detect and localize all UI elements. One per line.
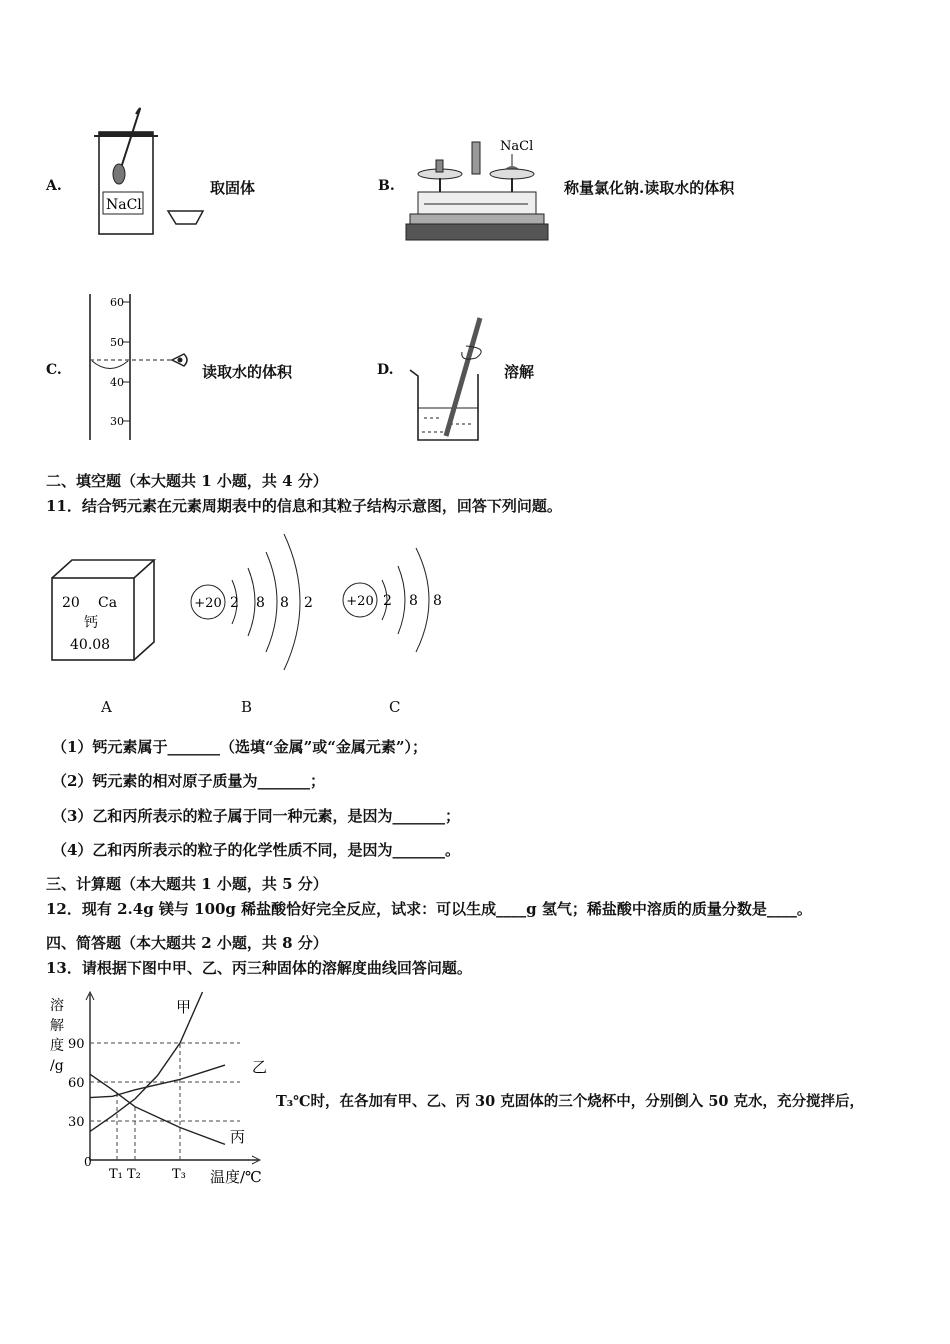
atom-b-shell-1: 2 bbox=[230, 595, 239, 611]
element-symbol: Ca bbox=[98, 595, 118, 611]
question-12: 12．现有 2.4g 镁与 100g 稀盐酸恰好完全反应，试求：可以生成____g 氢气；稀盐酸中溶质的质量分数是____。 bbox=[46, 900, 812, 918]
figure-label-c: C bbox=[389, 698, 401, 716]
ion-structure-c bbox=[340, 530, 450, 670]
tick-50: 50 bbox=[110, 336, 124, 349]
series-label-1: 甲 bbox=[176, 998, 192, 1016]
x-tick-label: T₃ bbox=[172, 1167, 186, 1182]
atom-b-shell-2: 8 bbox=[256, 595, 265, 611]
sub-question-4: （4）乙和丙所表示的粒子的化学性质不同，是因为_______。 bbox=[52, 841, 460, 859]
tick-40: 40 bbox=[110, 376, 124, 389]
atom-b-nucleus: +20 bbox=[194, 596, 222, 611]
y-tick-label: 60 bbox=[68, 1076, 85, 1091]
question-11: 11．结合钙元素在元素周期表中的信息和其粒子结构示意图，回答下列问题。 bbox=[46, 497, 562, 515]
series-line-2 bbox=[90, 1065, 225, 1098]
option-a-letter: A. bbox=[46, 178, 62, 194]
solubility-chart bbox=[44, 988, 274, 1188]
y-tick-label: 90 bbox=[68, 1037, 85, 1052]
figure-label-b: B bbox=[241, 698, 253, 716]
ion-c-shell-2: 8 bbox=[409, 593, 418, 609]
sub-question-1: （1）钙元素属于_______（选填“金属”或“金属元素”）； bbox=[52, 738, 427, 756]
option-c-letter: C. bbox=[46, 362, 62, 378]
tick-30: 30 bbox=[110, 415, 124, 428]
option-b-caption: 称量氯化钠.读取水的体积 bbox=[564, 179, 735, 197]
section3-heading: 三、计算题（本大题共 1 小题，共 5 分） bbox=[46, 875, 328, 893]
x-axis-label: 温度/℃ bbox=[210, 1168, 262, 1186]
section4-heading: 四、简答题（本大题共 2 小题，共 8 分） bbox=[46, 934, 328, 952]
sub-question-3: （3）乙和丙所表示的粒子属于同一种元素，是因为_______； bbox=[52, 807, 460, 825]
beaker-stirring-figure bbox=[400, 312, 500, 444]
question-13: 13．请根据下图中甲、乙、丙三种固体的溶解度曲线回答问题。 bbox=[46, 959, 472, 977]
figure-label-a: A bbox=[101, 698, 112, 716]
sub-question-2: （2）钙元素的相对原子质量为_______； bbox=[52, 772, 325, 790]
graduated-cylinder-figure bbox=[84, 290, 199, 445]
balance-figure bbox=[400, 132, 550, 244]
bottle-label: NaCl bbox=[106, 197, 142, 213]
option-d-caption: 溶解 bbox=[504, 363, 535, 381]
y-axis-label-char: 溶 bbox=[50, 998, 64, 1014]
reagent-bottle-figure bbox=[86, 100, 211, 240]
ion-c-shell-3: 8 bbox=[433, 593, 442, 609]
y-axis-label-char: 解 bbox=[50, 1018, 64, 1034]
y-tick-label: 30 bbox=[68, 1115, 85, 1130]
ion-c-shell-1: 2 bbox=[383, 593, 392, 609]
atom-structure-b bbox=[186, 520, 326, 680]
option-d-letter: D. bbox=[377, 362, 394, 378]
origin-label: 0 bbox=[84, 1155, 92, 1169]
option-a-caption: 取固体 bbox=[210, 179, 256, 197]
x-tick-label: T₁ bbox=[109, 1167, 123, 1182]
element-mass: 40.08 bbox=[70, 637, 111, 653]
section2-heading: 二、填空题（本大题共 1 小题，共 4 分） bbox=[46, 472, 328, 490]
series-label-2: 乙 bbox=[252, 1058, 268, 1076]
atom-b-shell-3: 8 bbox=[280, 595, 289, 611]
series-label-3: 丙 bbox=[230, 1128, 246, 1146]
x-tick-label: T₂ bbox=[127, 1167, 141, 1182]
element-card-figure bbox=[48, 556, 160, 666]
option-b-letter: B. bbox=[378, 178, 395, 194]
tick-60: 60 bbox=[110, 296, 124, 309]
atom-b-shell-4: 2 bbox=[304, 595, 313, 611]
ion-c-nucleus: +20 bbox=[346, 594, 374, 609]
option-c-caption: 读取水的体积 bbox=[202, 363, 293, 381]
balance-reagent-label: NaCl bbox=[500, 139, 534, 154]
y-axis-label-char: 度 bbox=[50, 1038, 64, 1054]
question-13-text: T₃℃时，在各加有甲、乙、丙 30 克固体的三个烧杯中，分别倒入 50 克水，充分搅拌后， bbox=[276, 1093, 865, 1110]
y-axis-label-char: /g bbox=[50, 1058, 64, 1074]
element-name: 钙 bbox=[84, 615, 98, 631]
element-number: 20 bbox=[62, 595, 80, 611]
